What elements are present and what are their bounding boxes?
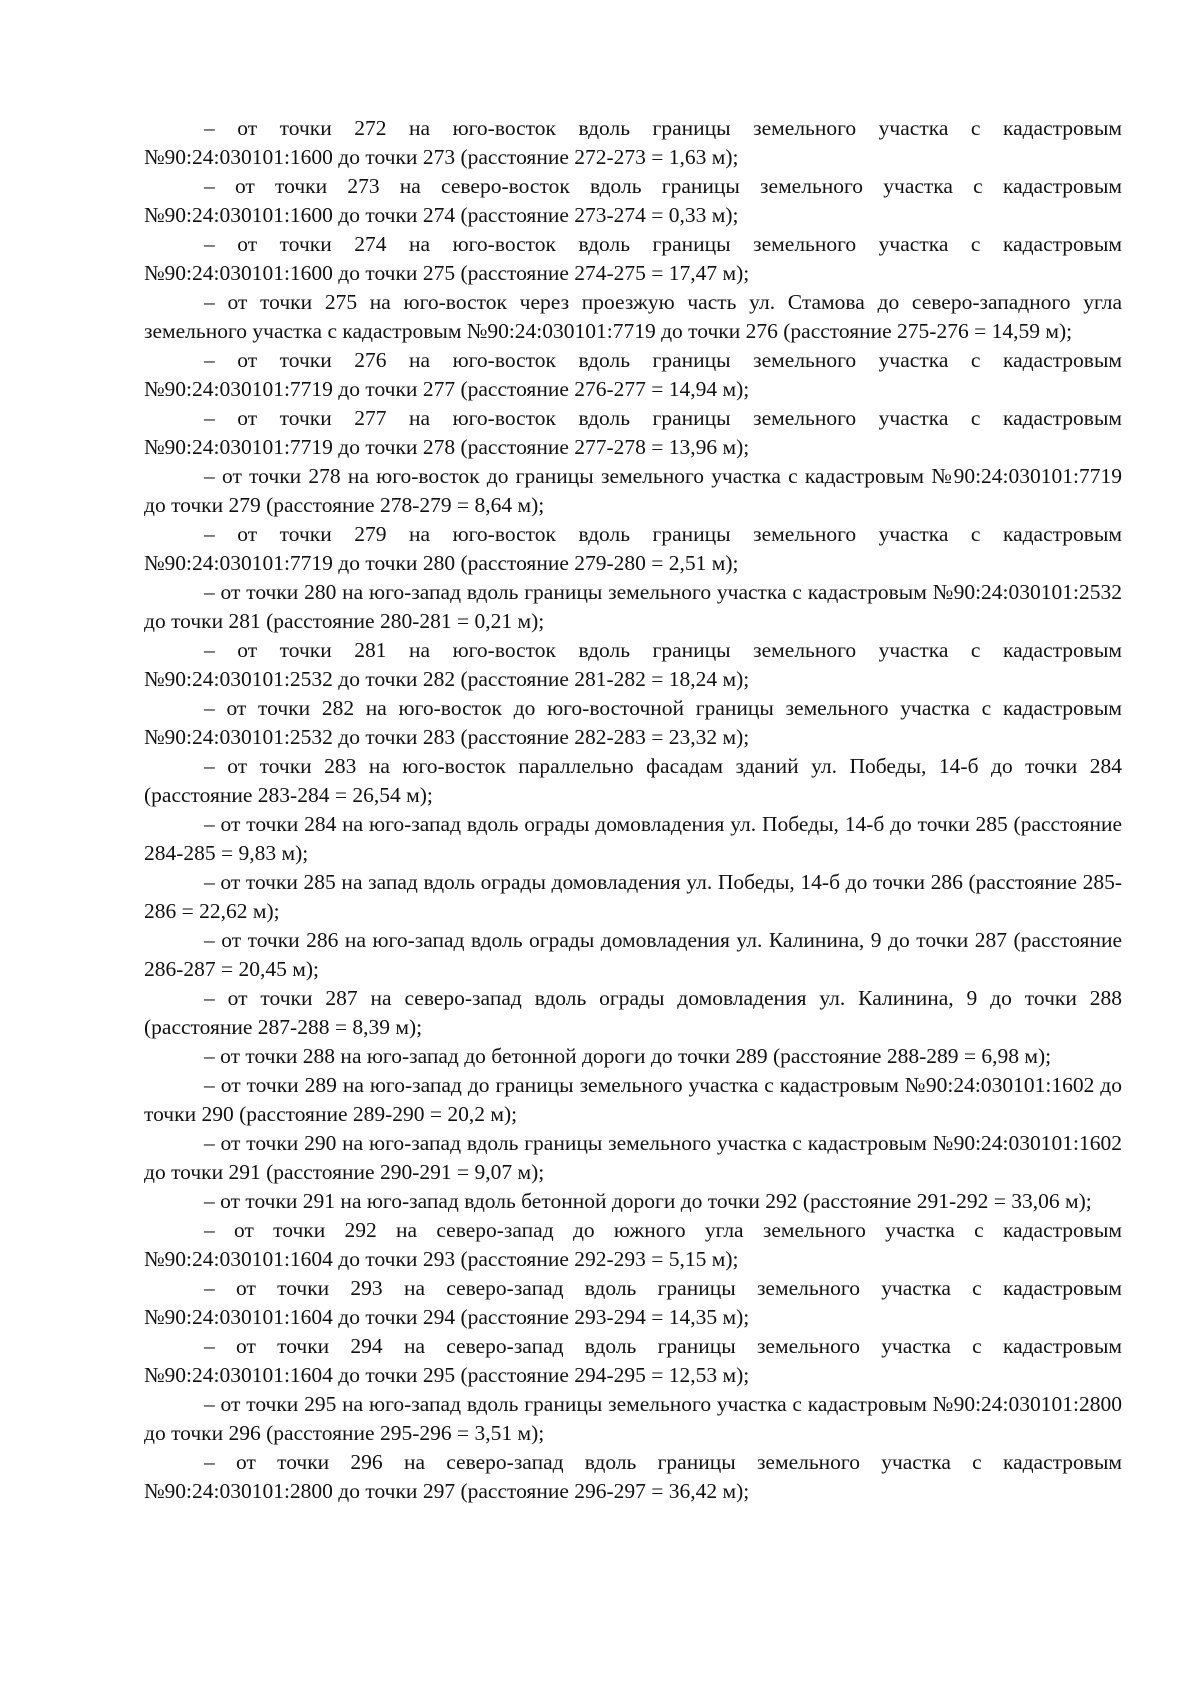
boundary-segment-paragraph: – от точки 294 на северо-запад вдоль границы земельного участка с кадастровым №90:24:030101:1604 до точки 295 (расстояние 294-295 = 12,53 м); bbox=[144, 1334, 1122, 1387]
boundary-segment-paragraph: – от точки 291 на юго-запад вдоль бетонной дороги до точки 292 (расстояние 291-292 = 33,06 м); bbox=[204, 1189, 1092, 1213]
document-page bbox=[144, 114, 1122, 1506]
boundary-segment-paragraph: – от точки 281 на юго-восток вдоль границы земельного участка с кадастровым №90:24:030101:2532 до точки 282 (расстояние 281-282 = 18,24 м); bbox=[144, 638, 1122, 691]
boundary-segment-paragraph: – от точки 288 на юго-запад до бетонной дороги до точки 289 (расстояние 288-289 = 6,98 м); bbox=[204, 1044, 1052, 1068]
boundary-segment-paragraph: – от точки 285 на запад вдоль ограды домовладения ул. Победы, 14-б до точки 286 (расстояние 285-286 = 22,62 м); bbox=[144, 870, 1122, 923]
boundary-segment-paragraph: – от точки 282 на юго-восток до юго-восточной границы земельного участка с кадастровым №90:24:030101:2532 до точки 283 (расстояние 282-283 = 23,32 м); bbox=[144, 696, 1122, 749]
boundary-segment-paragraph: – от точки 292 на северо-запад до южного угла земельного участка с кадастровым №90:24:030101:1604 до точки 293 (расстояние 292-293 = 5,15 м); bbox=[144, 1218, 1122, 1271]
boundary-segment-paragraph: – от точки 289 на юго-запад до границы земельного участка с кадастровым №90:24:030101:1602 до точки 290 (расстояние 289-290 = 20,2 м); bbox=[144, 1073, 1122, 1126]
boundary-segment-paragraph: – от точки 276 на юго-восток вдоль границы земельного участка с кадастровым №90:24:030101:7719 до точки 277 (расстояние 276-277 = 14,94 м); bbox=[144, 348, 1122, 401]
boundary-segment-paragraph: – от точки 272 на юго-восток вдоль границы земельного участка с кадастровым №90:24:030101:1600 до точки 273 (расстояние 272-273 = 1,63 м); bbox=[144, 116, 1122, 169]
boundary-segment-paragraph: – от точки 287 на северо-запад вдоль ограды домовладения ул. Калинина, 9 до точки 288 (расстояние 287-288 = 8,39 м); bbox=[144, 986, 1122, 1039]
boundary-segment-paragraph: – от точки 274 на юго-восток вдоль границы земельного участка с кадастровым №90:24:030101:1600 до точки 275 (расстояние 274-275 = 17,47 м); bbox=[144, 232, 1122, 285]
boundary-segment-paragraph: – от точки 275 на юго-восток через проезжую часть ул. Стамова до северо-западного угла земельного участка с кадастровым №90:24:030101:7719 до точки 276 (расстояние 275-276 = 14,59 м); bbox=[144, 290, 1122, 343]
boundary-segment-paragraph: – от точки 286 на юго-запад вдоль ограды домовладения ул. Калинина, 9 до точки 287 (расстояние 286-287 = 20,45 м); bbox=[144, 928, 1122, 981]
boundary-segment-paragraph: – от точки 273 на северо-восток вдоль границы земельного участка с кадастровым №90:24:030101:1600 до точки 274 (расстояние 273-274 = 0,33 м); bbox=[144, 174, 1122, 227]
boundary-segment-paragraph: – от точки 296 на северо-запад вдоль границы земельного участка с кадастровым №90:24:030101:2800 до точки 297 (расстояние 296-297 = 36,42 м); bbox=[144, 1450, 1122, 1503]
boundary-segment-paragraph: – от точки 279 на юго-восток вдоль границы земельного участка с кадастровым №90:24:030101:7719 до точки 280 (расстояние 279-280 = 2,51 м); bbox=[144, 522, 1122, 575]
boundary-segment-paragraph: – от точки 280 на юго-запад вдоль границы земельного участка с кадастровым №90:24:030101:2532 до точки 281 (расстояние 280-281 = 0,21 м); bbox=[144, 580, 1122, 633]
boundary-segment-paragraph: – от точки 284 на юго-запад вдоль ограды домовладения ул. Победы, 14-б до точки 285 (расстояние 284-285 = 9,83 м); bbox=[144, 812, 1122, 865]
boundary-segment-paragraph: – от точки 278 на юго-восток до границы земельного участка с кадастровым №90:24:030101:7719 до точки 279 (расстояние 278-279 = 8,64 м); bbox=[144, 464, 1122, 517]
boundary-segment-paragraph: – от точки 290 на юго-запад вдоль границы земельного участка с кадастровым №90:24:030101:1602 до точки 291 (расстояние 290-291 = 9,07 м); bbox=[144, 1131, 1122, 1184]
boundary-segment-paragraph: – от точки 293 на северо-запад вдоль границы земельного участка с кадастровым №90:24:030101:1604 до точки 294 (расстояние 293-294 = 14,35 м); bbox=[144, 1276, 1122, 1329]
boundary-segment-paragraph: – от точки 283 на юго-восток параллельно фасадам зданий ул. Победы, 14-б до точки 284 (расстояние 283-284 = 26,54 м); bbox=[144, 754, 1122, 807]
boundary-segment-paragraph: – от точки 277 на юго-восток вдоль границы земельного участка с кадастровым №90:24:030101:7719 до точки 278 (расстояние 277-278 = 13,96 м); bbox=[144, 406, 1122, 459]
boundary-segment-paragraph: – от точки 295 на юго-запад вдоль границы земельного участка с кадастровым №90:24:030101:2800 до точки 296 (расстояние 295-296 = 3,51 м); bbox=[144, 1392, 1122, 1445]
